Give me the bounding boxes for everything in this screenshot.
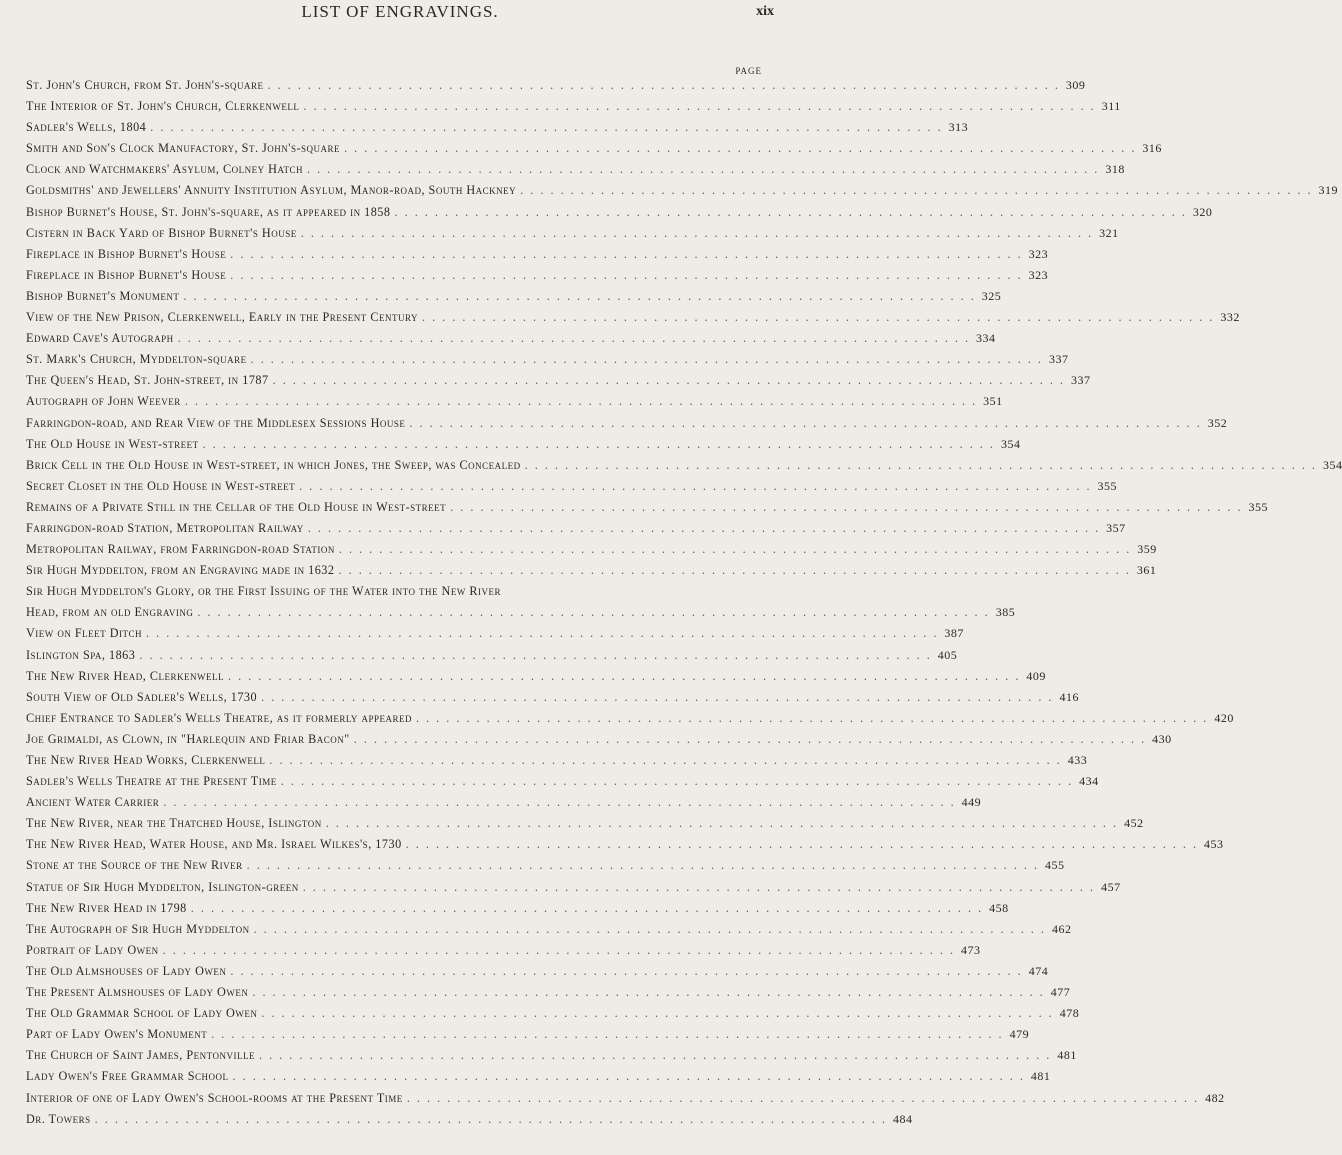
list-item xyxy=(26,1069,1051,1090)
engravings-list xyxy=(26,78,1342,1133)
list-item xyxy=(26,668,1046,690)
leader-dots xyxy=(281,774,1073,789)
list-item xyxy=(26,942,981,964)
entry-page-number: 332 xyxy=(1220,310,1240,325)
entry-title: Part of Lady Owen's Monument xyxy=(26,1027,208,1042)
leader-dots xyxy=(254,922,1046,937)
entry-page-number: 482 xyxy=(1205,1090,1225,1105)
leader-dots xyxy=(299,479,1091,494)
entry-page-number: 359 xyxy=(1137,542,1157,557)
list-item xyxy=(26,816,1144,837)
list-item xyxy=(26,457,1342,479)
entry-page-number: 387 xyxy=(944,626,964,641)
leader-dots xyxy=(344,141,1136,156)
list-item xyxy=(26,1090,1225,1112)
list-item xyxy=(26,1048,1077,1069)
entry-page-number: 458 xyxy=(989,900,1009,915)
page-column-label: PAGE xyxy=(735,66,762,76)
entry-title: Fireplace in Bishop Burnet's House xyxy=(26,267,227,282)
list-item xyxy=(26,900,1009,922)
entry-title: The Autograph of Sir Hugh Myddelton xyxy=(26,921,250,936)
leader-dots xyxy=(326,816,1118,831)
entry-page-number: 321 xyxy=(1099,225,1119,240)
entry-title: Islington Spa, 1863 xyxy=(26,647,136,662)
list-item xyxy=(26,310,1240,331)
entry-page-number: 452 xyxy=(1124,816,1144,831)
entry-title: The New River Head, Clerkenwell xyxy=(26,668,225,683)
list-item xyxy=(26,78,1086,99)
leader-dots xyxy=(228,669,1020,684)
entry-page-number: 455 xyxy=(1045,858,1065,873)
entry-page-number: 457 xyxy=(1101,879,1121,894)
entry-page-number: 351 xyxy=(983,394,1003,409)
entry-page-number: 323 xyxy=(1028,267,1049,282)
list-item xyxy=(26,520,1126,542)
entry-page-number: 484 xyxy=(892,1111,913,1126)
entry-page-number: 453 xyxy=(1204,837,1224,852)
leader-dots xyxy=(339,563,1131,578)
entry-title: The Interior of St. John's Church, Clerkenwell xyxy=(26,99,300,114)
entry-page-number: 449 xyxy=(961,795,982,810)
list-item xyxy=(26,415,1228,437)
leader-dots xyxy=(268,78,1060,93)
entry-page-number: 416 xyxy=(1059,689,1079,704)
leader-dots xyxy=(197,605,989,620)
leader-dots xyxy=(230,268,1022,283)
entry-title: Stone at the Source of the New River xyxy=(26,858,243,873)
entry-title: St. Mark's Church, Myddelton-square xyxy=(26,352,247,367)
leader-dots xyxy=(230,247,1022,262)
leader-dots xyxy=(416,711,1208,726)
list-item xyxy=(26,141,1162,162)
list-item xyxy=(26,584,772,605)
leader-dots xyxy=(308,521,1100,536)
entry-page-number: 462 xyxy=(1051,921,1072,936)
entry-page-number: 334 xyxy=(976,331,996,346)
entry-page-number: 385 xyxy=(995,605,1016,620)
leader-dots xyxy=(230,964,1022,979)
entry-page-number: 474 xyxy=(1028,963,1049,978)
entry-title: Brick Cell in the Old House in West-street, in which Jones, the Sweep, was Concealed xyxy=(26,457,521,472)
entry-page-number: 430 xyxy=(1152,731,1172,746)
leader-dots xyxy=(191,901,983,916)
list-item xyxy=(26,120,969,141)
entry-title: Farringdon-road, and Rear View of the Middlesex Sessions House xyxy=(26,415,406,430)
entry-page-number: 325 xyxy=(981,288,1002,303)
leader-dots xyxy=(301,226,1093,241)
entry-title: Interior of one of Lady Owen's School-rooms at the Present Time xyxy=(26,1090,403,1105)
entry-page-number: 320 xyxy=(1192,204,1213,219)
list-item xyxy=(26,99,1121,120)
leader-dots xyxy=(303,99,1095,114)
entry-page-number: 355 xyxy=(1248,499,1269,514)
entry-page-number: 478 xyxy=(1059,1006,1080,1021)
leader-dots xyxy=(251,352,1043,367)
list-item xyxy=(26,605,1016,626)
entry-title: Metropolitan Railway, from Farringdon-road Station xyxy=(26,542,335,557)
entry-title: Clock and Watchmakers' Asylum, Colney Hatch xyxy=(26,162,303,177)
list-item xyxy=(26,162,1125,183)
entry-page-number: 354 xyxy=(1322,457,1342,472)
entry-page-number: 313 xyxy=(948,120,969,135)
leader-dots xyxy=(259,1048,1051,1063)
leader-dots xyxy=(269,753,1061,768)
leader-dots xyxy=(273,373,1065,388)
leader-dots xyxy=(150,120,942,135)
list-item xyxy=(26,478,1118,500)
leader-dots xyxy=(252,985,1044,1000)
entry-title: The Old House in West-street xyxy=(26,436,199,451)
leader-dots xyxy=(525,458,1317,473)
leader-dots xyxy=(354,732,1146,747)
leader-dots xyxy=(339,542,1131,557)
entry-page-number: 323 xyxy=(1028,246,1049,261)
entry-title: Farringdon-road Station, Metropolitan Railway xyxy=(26,520,304,535)
entry-page-number: 318 xyxy=(1105,162,1125,177)
entry-page-number: 481 xyxy=(1030,1069,1051,1084)
list-item xyxy=(26,985,1071,1006)
entry-page-number: 311 xyxy=(1101,99,1121,114)
entry-title: The Old Grammar School of Lady Owen xyxy=(26,1006,258,1021)
leader-dots xyxy=(233,1069,1025,1084)
leader-dots xyxy=(261,690,1053,705)
leader-dots xyxy=(203,437,995,452)
leader-dots xyxy=(407,1091,1199,1106)
entry-title: Goldsmiths' and Jewellers' Annuity Institution Asylum, Manor-road, South Hackney xyxy=(26,183,517,198)
leader-dots xyxy=(211,1027,1003,1042)
entry-title: Autograph of John Weever xyxy=(26,394,181,409)
list-item xyxy=(26,267,1049,289)
entry-title: Cistern in Back Yard of Bishop Burnet's House xyxy=(26,225,297,240)
entry-title: Statue of Sir Hugh Myddelton, Islington-green xyxy=(26,879,299,894)
entry-title: St. John's Church, from St. John's-square xyxy=(26,78,264,92)
leader-dots xyxy=(139,648,931,663)
entry-page-number: 433 xyxy=(1067,753,1088,767)
list-item xyxy=(26,183,1339,204)
list-item xyxy=(26,331,996,352)
entry-title: The Queen's Head, St. John-street, in 1787 xyxy=(26,373,269,388)
entry-page-number: 473 xyxy=(960,942,981,957)
leader-dots xyxy=(307,162,1099,177)
entry-page-number: 481 xyxy=(1057,1048,1077,1063)
list-item xyxy=(26,204,1213,226)
entry-title: Remains of a Private Still in the Cellar of the Old House in West-street xyxy=(26,499,447,514)
entry-page-number: 477 xyxy=(1050,985,1071,1000)
leader-dots xyxy=(261,1006,1053,1021)
list-item xyxy=(26,731,1172,753)
list-item xyxy=(26,963,1049,985)
list-item xyxy=(26,499,1269,521)
leader-dots xyxy=(95,1112,887,1127)
entry-page-number: 479 xyxy=(1009,1027,1030,1042)
list-item xyxy=(26,288,1002,310)
entry-title: The New River, near the Thatched House, Islington xyxy=(26,816,322,831)
entry-page-number: 319 xyxy=(1318,183,1339,198)
entry-title: Joe Grimaldi, as Clown, in "Harlequin and Friar Bacon" xyxy=(26,731,350,746)
running-title: LIST OF ENGRAVINGS. xyxy=(301,2,499,21)
entry-title: The New River Head Works, Clerkenwell xyxy=(26,753,266,767)
leader-dots xyxy=(183,289,975,304)
list-item xyxy=(26,352,1069,373)
leader-dots xyxy=(146,626,938,641)
entry-title: Ancient Water Carrier xyxy=(26,795,160,810)
entry-title: Lady Owen's Free Grammar School xyxy=(26,1069,229,1084)
list-item xyxy=(26,563,1157,584)
entry-title: Bishop Burnet's Monument xyxy=(26,288,180,303)
list-item xyxy=(26,795,982,816)
entry-page-number: 405 xyxy=(937,647,958,662)
entry-page-number: 409 xyxy=(1026,668,1046,683)
entry-page-number: 354 xyxy=(1000,436,1021,451)
entry-title: Head, from an old Engraving xyxy=(26,605,194,620)
entry-title: Fireplace in Bishop Burnet's House xyxy=(26,246,227,261)
leader-dots xyxy=(247,858,1039,873)
entry-title: Bishop Burnet's House, St. John's-square, as it appeared in 1858 xyxy=(26,204,391,219)
entry-page-number: 357 xyxy=(1106,520,1126,535)
leader-dots xyxy=(520,183,1312,198)
entry-page-number: 361 xyxy=(1136,563,1157,578)
list-item xyxy=(26,689,1079,711)
entry-title: Secret Closet in the Old House in West-street xyxy=(26,478,296,493)
entry-title: The Present Almshouses of Lady Owen xyxy=(26,985,249,1000)
entry-page-number: 337 xyxy=(1070,373,1091,388)
entry-title: View of the New Prison, Clerkenwell, Early in the Present Century xyxy=(26,310,418,325)
leader-dots xyxy=(163,795,955,810)
entry-page-number: 355 xyxy=(1097,478,1118,493)
list-item xyxy=(26,647,958,669)
leader-dots xyxy=(178,331,970,346)
entry-page-number: 352 xyxy=(1207,415,1228,430)
list-item xyxy=(26,626,964,647)
leader-dots xyxy=(303,880,1095,895)
leader-dots xyxy=(406,837,1198,852)
list-item xyxy=(26,436,1021,458)
entry-page-number: 337 xyxy=(1048,352,1069,367)
list-item xyxy=(26,1111,913,1133)
entry-title: Dr. Towers xyxy=(26,1111,91,1126)
entry-title: Portrait of Lady Owen xyxy=(26,942,159,957)
list-item xyxy=(26,753,1088,774)
entry-title: South View of Old Sadler's Wells, 1730 xyxy=(26,689,258,704)
entry-title: Sir Hugh Myddelton, from an Engraving made in 1632 xyxy=(26,563,335,578)
entry-title: The Old Almshouses of Lady Owen xyxy=(26,963,227,978)
entry-title: The New River Head in 1798 xyxy=(26,900,187,915)
leader-dots xyxy=(185,394,977,409)
leader-dots xyxy=(422,310,1214,325)
list-item xyxy=(26,837,1224,858)
list-item xyxy=(26,774,1099,795)
entry-title: Edward Cave's Autograph xyxy=(26,331,174,346)
entry-title: Sadler's Wells Theatre at the Present Time xyxy=(26,774,277,789)
list-item xyxy=(26,373,1091,394)
entry-page-number: 309 xyxy=(1065,78,1086,92)
entry-page-number: 316 xyxy=(1142,141,1162,156)
list-item xyxy=(26,542,1157,563)
entry-title: Smith and Son's Clock Manufactory, St. John's-square xyxy=(26,141,341,156)
list-item xyxy=(26,921,1072,943)
entry-title: Sir Hugh Myddelton's Glory, or the First Issuing of the Water into the New River xyxy=(26,584,501,599)
list-item xyxy=(26,246,1049,268)
list-item xyxy=(26,225,1119,247)
entry-title: The Church of Saint James, Pentonville xyxy=(26,1048,255,1063)
entry-title: View on Fleet Ditch xyxy=(26,626,142,641)
page-number: xix xyxy=(756,4,774,19)
list-item xyxy=(26,710,1234,732)
leader-dots xyxy=(395,205,1187,220)
entry-title: Chief Entrance to Sadler's Wells Theatre, as it formerly appeared xyxy=(26,710,412,725)
entry-title: Sadler's Wells, 1804 xyxy=(26,120,147,135)
list-item xyxy=(26,394,1003,415)
leader-dots xyxy=(409,416,1201,431)
list-item xyxy=(26,1027,1030,1048)
leader-dots xyxy=(450,500,1242,515)
list-item xyxy=(26,879,1121,901)
list-item xyxy=(26,1006,1080,1027)
entry-page-number: 420 xyxy=(1214,710,1234,725)
leader-dots xyxy=(163,943,955,958)
list-item xyxy=(26,858,1065,879)
entry-title: The New River Head, Water House, and Mr. Israel Wilkes's, 1730 xyxy=(26,837,402,852)
entry-page-number: 434 xyxy=(1079,774,1099,789)
